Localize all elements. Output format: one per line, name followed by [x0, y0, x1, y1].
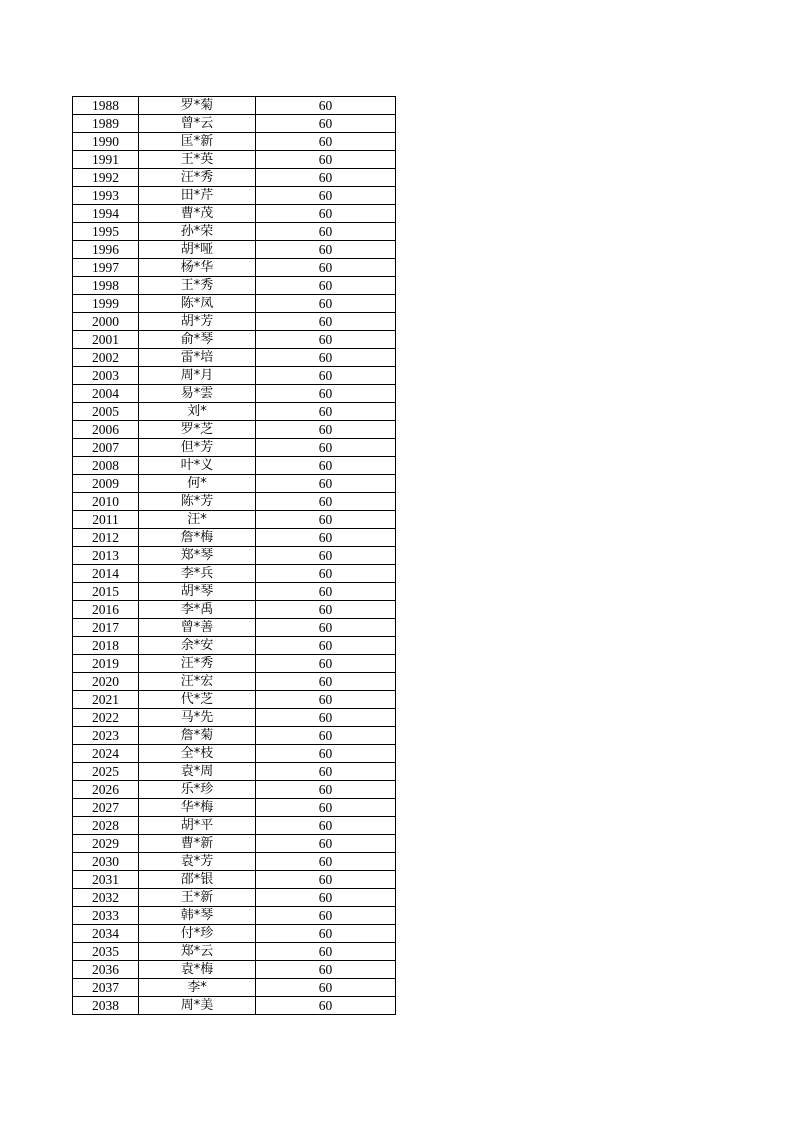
amount-cell: 60	[256, 439, 396, 457]
table-row	[73, 331, 396, 349]
person-name-cell: 曾*云	[139, 115, 256, 133]
row-number-cell: 2032	[73, 889, 139, 907]
row-number-cell: 2004	[73, 385, 139, 403]
amount-cell: 60	[256, 97, 396, 115]
table-row	[73, 817, 396, 835]
amount-cell: 60	[256, 889, 396, 907]
row-number-cell: 2023	[73, 727, 139, 745]
person-name-cell: 郑*云	[139, 943, 256, 961]
person-name-cell: 乐*珍	[139, 781, 256, 799]
table-row	[73, 673, 396, 691]
row-number-cell: 2028	[73, 817, 139, 835]
table-row	[73, 457, 396, 475]
roster-table	[72, 96, 396, 1015]
person-name-cell: 胡*芳	[139, 313, 256, 331]
person-name-cell: 汪*秀	[139, 655, 256, 673]
person-name-cell: 胡*琴	[139, 583, 256, 601]
amount-cell: 60	[256, 925, 396, 943]
table-row	[73, 493, 396, 511]
person-name-cell: 杨*华	[139, 259, 256, 277]
amount-cell: 60	[256, 115, 396, 133]
amount-cell: 60	[256, 907, 396, 925]
table-row	[73, 367, 396, 385]
person-name-cell: 余*安	[139, 637, 256, 655]
amount-cell: 60	[256, 817, 396, 835]
row-number-cell: 2010	[73, 493, 139, 511]
person-name-cell: 周*美	[139, 997, 256, 1015]
person-name-cell: 胡*哑	[139, 241, 256, 259]
amount-cell: 60	[256, 205, 396, 223]
row-number-cell: 1995	[73, 223, 139, 241]
table-row	[73, 691, 396, 709]
person-name-cell: 汪*宏	[139, 673, 256, 691]
table-row	[73, 223, 396, 241]
person-name-cell: 李*禹	[139, 601, 256, 619]
amount-cell: 60	[256, 547, 396, 565]
table-row	[73, 529, 396, 547]
table-row	[73, 133, 396, 151]
person-name-cell: 田*芹	[139, 187, 256, 205]
row-number-cell: 1999	[73, 295, 139, 313]
row-number-cell: 2005	[73, 403, 139, 421]
row-number-cell: 2019	[73, 655, 139, 673]
row-number-cell: 2008	[73, 457, 139, 475]
table-row	[73, 439, 396, 457]
row-number-cell: 2021	[73, 691, 139, 709]
amount-cell: 60	[256, 835, 396, 853]
row-number-cell: 2000	[73, 313, 139, 331]
amount-cell: 60	[256, 655, 396, 673]
table-row	[73, 421, 396, 439]
amount-cell: 60	[256, 295, 396, 313]
table-row	[73, 979, 396, 997]
row-number-cell: 2033	[73, 907, 139, 925]
row-number-cell: 2035	[73, 943, 139, 961]
row-number-cell: 2034	[73, 925, 139, 943]
person-name-cell: 罗*菊	[139, 97, 256, 115]
person-name-cell: 胡*平	[139, 817, 256, 835]
person-name-cell: 袁*芳	[139, 853, 256, 871]
person-name-cell: 周*月	[139, 367, 256, 385]
person-name-cell: 郑*琴	[139, 547, 256, 565]
amount-cell: 60	[256, 979, 396, 997]
roster-table-body	[73, 97, 396, 1015]
person-name-cell: 邵*银	[139, 871, 256, 889]
table-row	[73, 295, 396, 313]
row-number-cell: 1997	[73, 259, 139, 277]
amount-cell: 60	[256, 187, 396, 205]
amount-cell: 60	[256, 511, 396, 529]
row-number-cell: 1990	[73, 133, 139, 151]
row-number-cell: 2037	[73, 979, 139, 997]
person-name-cell: 汪*秀	[139, 169, 256, 187]
amount-cell: 60	[256, 223, 396, 241]
table-row	[73, 745, 396, 763]
row-number-cell: 1994	[73, 205, 139, 223]
row-number-cell: 2022	[73, 709, 139, 727]
amount-cell: 60	[256, 583, 396, 601]
table-row	[73, 259, 396, 277]
row-number-cell: 2017	[73, 619, 139, 637]
person-name-cell: 詹*梅	[139, 529, 256, 547]
person-name-cell: 曹*新	[139, 835, 256, 853]
table-row	[73, 727, 396, 745]
table-row	[73, 403, 396, 421]
person-name-cell: 刘*	[139, 403, 256, 421]
amount-cell: 60	[256, 475, 396, 493]
table-row	[73, 709, 396, 727]
amount-cell: 60	[256, 727, 396, 745]
amount-cell: 60	[256, 349, 396, 367]
table-row	[73, 277, 396, 295]
row-number-cell: 2007	[73, 439, 139, 457]
row-number-cell: 2029	[73, 835, 139, 853]
row-number-cell: 2025	[73, 763, 139, 781]
amount-cell: 60	[256, 331, 396, 349]
table-row	[73, 565, 396, 583]
table-row	[73, 889, 396, 907]
person-name-cell: 曹*茂	[139, 205, 256, 223]
amount-cell: 60	[256, 529, 396, 547]
table-row	[73, 853, 396, 871]
amount-cell: 60	[256, 241, 396, 259]
row-number-cell: 2016	[73, 601, 139, 619]
row-number-cell: 2001	[73, 331, 139, 349]
amount-cell: 60	[256, 619, 396, 637]
person-name-cell: 俞*琴	[139, 331, 256, 349]
person-name-cell: 李*	[139, 979, 256, 997]
person-name-cell: 王*新	[139, 889, 256, 907]
person-name-cell: 王*英	[139, 151, 256, 169]
table-row	[73, 799, 396, 817]
amount-cell: 60	[256, 709, 396, 727]
person-name-cell: 袁*周	[139, 763, 256, 781]
row-number-cell: 2027	[73, 799, 139, 817]
amount-cell: 60	[256, 997, 396, 1015]
amount-cell: 60	[256, 961, 396, 979]
table-row	[73, 655, 396, 673]
amount-cell: 60	[256, 745, 396, 763]
amount-cell: 60	[256, 781, 396, 799]
amount-cell: 60	[256, 691, 396, 709]
row-number-cell: 2014	[73, 565, 139, 583]
row-number-cell: 1989	[73, 115, 139, 133]
amount-cell: 60	[256, 259, 396, 277]
row-number-cell: 1996	[73, 241, 139, 259]
table-row	[73, 115, 396, 133]
amount-cell: 60	[256, 403, 396, 421]
amount-cell: 60	[256, 637, 396, 655]
person-name-cell: 全*枝	[139, 745, 256, 763]
row-number-cell: 2011	[73, 511, 139, 529]
row-number-cell: 2002	[73, 349, 139, 367]
table-row	[73, 205, 396, 223]
person-name-cell: 李*兵	[139, 565, 256, 583]
table-row	[73, 943, 396, 961]
row-number-cell: 2006	[73, 421, 139, 439]
person-name-cell: 易*雲	[139, 385, 256, 403]
row-number-cell: 1988	[73, 97, 139, 115]
table-row	[73, 475, 396, 493]
person-name-cell: 付*珍	[139, 925, 256, 943]
person-name-cell: 孙*荣	[139, 223, 256, 241]
amount-cell: 60	[256, 151, 396, 169]
person-name-cell: 汪*	[139, 511, 256, 529]
row-number-cell: 2026	[73, 781, 139, 799]
amount-cell: 60	[256, 493, 396, 511]
row-number-cell: 2012	[73, 529, 139, 547]
row-number-cell: 1998	[73, 277, 139, 295]
person-name-cell: 叶*义	[139, 457, 256, 475]
table-row	[73, 241, 396, 259]
table-row	[73, 187, 396, 205]
person-name-cell: 王*秀	[139, 277, 256, 295]
amount-cell: 60	[256, 367, 396, 385]
person-name-cell: 罗*芝	[139, 421, 256, 439]
person-name-cell: 华*梅	[139, 799, 256, 817]
table-row	[73, 763, 396, 781]
table-row	[73, 547, 396, 565]
table-row	[73, 835, 396, 853]
table-row	[73, 97, 396, 115]
table-row	[73, 997, 396, 1015]
person-name-cell: 代*芝	[139, 691, 256, 709]
person-name-cell: 詹*菊	[139, 727, 256, 745]
person-name-cell: 陈*凤	[139, 295, 256, 313]
person-name-cell: 匡*新	[139, 133, 256, 151]
table-row	[73, 313, 396, 331]
row-number-cell: 2031	[73, 871, 139, 889]
table-row	[73, 169, 396, 187]
table-row	[73, 925, 396, 943]
row-number-cell: 2024	[73, 745, 139, 763]
amount-cell: 60	[256, 673, 396, 691]
amount-cell: 60	[256, 385, 396, 403]
person-name-cell: 但*芳	[139, 439, 256, 457]
row-number-cell: 2036	[73, 961, 139, 979]
table-row	[73, 583, 396, 601]
row-number-cell: 2013	[73, 547, 139, 565]
table-row	[73, 637, 396, 655]
table-row	[73, 907, 396, 925]
table-row	[73, 601, 396, 619]
table-row	[73, 781, 396, 799]
amount-cell: 60	[256, 853, 396, 871]
table-row	[73, 619, 396, 637]
table-row	[73, 511, 396, 529]
amount-cell: 60	[256, 943, 396, 961]
amount-cell: 60	[256, 277, 396, 295]
table-row	[73, 151, 396, 169]
table-row	[73, 961, 396, 979]
row-number-cell: 2038	[73, 997, 139, 1015]
amount-cell: 60	[256, 313, 396, 331]
table-row	[73, 385, 396, 403]
row-number-cell: 1992	[73, 169, 139, 187]
amount-cell: 60	[256, 871, 396, 889]
person-name-cell: 袁*梅	[139, 961, 256, 979]
row-number-cell: 2003	[73, 367, 139, 385]
person-name-cell: 何*	[139, 475, 256, 493]
amount-cell: 60	[256, 601, 396, 619]
person-name-cell: 陈*芳	[139, 493, 256, 511]
row-number-cell: 2030	[73, 853, 139, 871]
person-name-cell: 马*先	[139, 709, 256, 727]
row-number-cell: 1991	[73, 151, 139, 169]
amount-cell: 60	[256, 421, 396, 439]
person-name-cell: 韩*琴	[139, 907, 256, 925]
person-name-cell: 曾*善	[139, 619, 256, 637]
table-row	[73, 871, 396, 889]
amount-cell: 60	[256, 565, 396, 583]
row-number-cell: 2018	[73, 637, 139, 655]
row-number-cell: 1993	[73, 187, 139, 205]
person-name-cell: 雷*培	[139, 349, 256, 367]
table-row	[73, 349, 396, 367]
amount-cell: 60	[256, 457, 396, 475]
amount-cell: 60	[256, 763, 396, 781]
row-number-cell: 2009	[73, 475, 139, 493]
row-number-cell: 2015	[73, 583, 139, 601]
amount-cell: 60	[256, 169, 396, 187]
row-number-cell: 2020	[73, 673, 139, 691]
amount-cell: 60	[256, 133, 396, 151]
amount-cell: 60	[256, 799, 396, 817]
